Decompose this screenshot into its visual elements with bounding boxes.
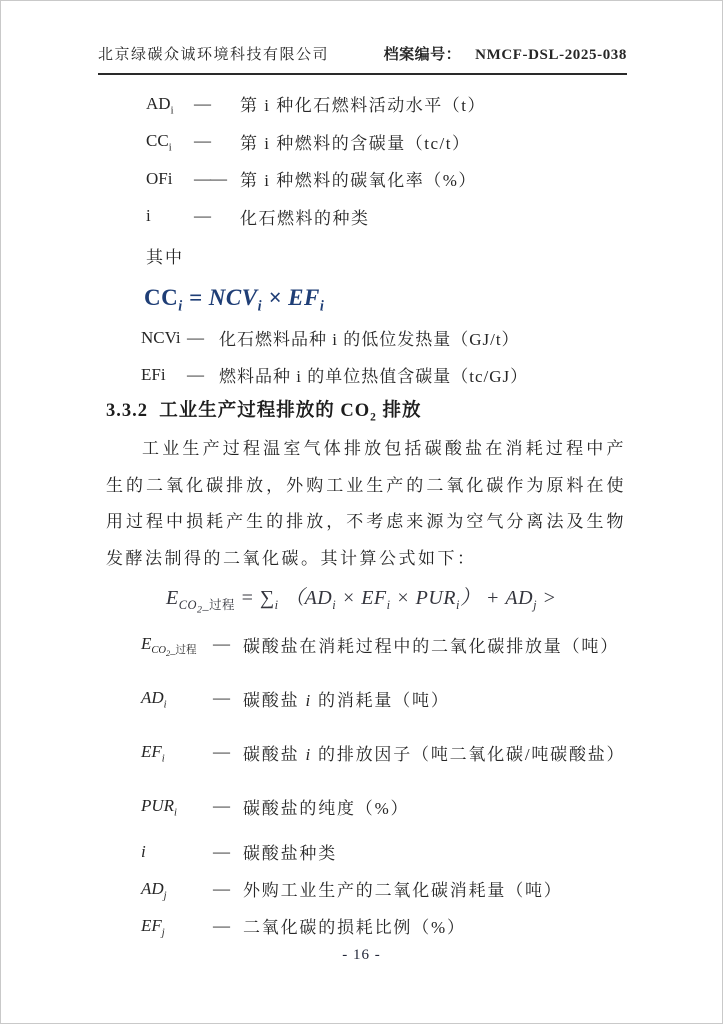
symbol-description: 第 i 种燃料的碳氧化率（%） <box>240 171 477 191</box>
dash-separator: — <box>213 915 229 935</box>
symbol-term: $EF_j$ <box>141 915 165 938</box>
definition-row <box>141 725 626 779</box>
dash-separator: — <box>213 742 229 761</box>
dash-separator: — <box>187 364 203 384</box>
definition-row <box>141 671 626 725</box>
symbol-description: 碳酸盐 i 的消耗量（吨） <box>243 690 450 710</box>
company-name: 北京绿碳众诚环境科技有限公司 <box>98 47 330 63</box>
formula-process-emission-equation: $E_{CO_2\_过程} = \sum_i$ $(AD_i \times EF_i \times PUR_i) + AD_j$ > <box>166 587 557 616</box>
symbol-term: $AD_j$ <box>141 878 167 901</box>
dash-separator: — <box>194 93 210 113</box>
symbol-term: NCVi <box>141 327 181 347</box>
dash-separator: — <box>213 796 229 815</box>
definition-row <box>141 833 626 870</box>
definition-row <box>141 319 626 356</box>
formula-cc-equation: $CC_i = NCV_i \times EF_i$ <box>144 285 325 315</box>
symbol-description: 化石燃料的种类 <box>240 208 370 228</box>
symbol-term: OFi <box>146 168 173 188</box>
symbol-description: 燃料品种 i 的单位热值含碳量（tc/GJ） <box>219 367 529 386</box>
dash-separator: — <box>187 327 203 347</box>
section-paragraph: 工业生产过程温室气体排放包括碳酸盐在消耗过程中产生的二氧化碳排放，外购工业生产的二氧化碳作为原料在使用过程中损耗产生的排放，不考虑来源为空气分离法及生物发酵法制得的二氧化碳。其计算公式如下： <box>106 439 626 568</box>
definition-row <box>146 198 626 236</box>
definition-row <box>141 870 626 907</box>
process-symbol-definitions <box>106 617 626 944</box>
definition-row <box>146 123 626 161</box>
symbol-description: 碳酸盐种类 <box>243 844 337 863</box>
symbol-description: 第 i 种化石燃料活动水平（t） <box>240 96 486 116</box>
symbol-term: $PUR_i$ <box>141 796 177 819</box>
section-heading-3-3-2: 3.3.2 工业生产过程排放的 $CO_2$ 排放 <box>106 401 422 424</box>
archive-number <box>384 45 627 65</box>
symbol-term: $CC_i$ <box>146 131 172 154</box>
page-header <box>98 45 627 75</box>
definition-row <box>141 617 626 671</box>
symbol-term: $AD_i$ <box>141 688 167 711</box>
definition-row <box>141 907 626 944</box>
archive-no-value: NMCF-DSL-2025-038 <box>475 47 627 63</box>
fuel-symbol-definitions <box>106 85 626 235</box>
symbol-description: 二氧化碳的损耗比例（%） <box>243 918 466 937</box>
page-number: - 16 - <box>342 947 381 963</box>
symbol-description: 碳酸盐在消耗过程中的二氧化碳排放量（吨） <box>243 636 619 656</box>
document-body <box>106 85 626 944</box>
qizhong-label: 其中 <box>146 248 184 267</box>
dash-separator: — <box>194 131 210 151</box>
cc-symbol-definitions <box>106 319 626 393</box>
symbol-description: 外购工业生产的二氧化碳消耗量（吨） <box>243 881 563 900</box>
dash-separator: — <box>213 634 229 653</box>
dash-separator: — <box>213 841 229 861</box>
dash-separator: —— <box>194 168 226 188</box>
symbol-term: $EF_i$ <box>141 742 165 765</box>
definition-row <box>141 779 626 833</box>
symbol-description: 碳酸盐 i 的排放因子（吨二氧化碳/吨碳酸盐） <box>243 744 626 764</box>
definition-row <box>141 356 626 393</box>
definition-row <box>146 160 626 198</box>
symbol-term: $AD_i$ <box>146 93 174 117</box>
archive-label: 档案编号： <box>383 47 462 63</box>
symbol-description: 化石燃料品种 i 的低位发热量（GJ/t） <box>219 330 520 349</box>
symbol-description: 第 i 种燃料的含碳量（tc/t） <box>240 133 471 153</box>
symbol-term: $E_{CO_2\_过程}$ <box>141 634 197 659</box>
dash-separator: — <box>194 206 210 226</box>
dash-separator: — <box>213 878 229 898</box>
symbol-description: 碳酸盐的纯度（%） <box>243 798 410 818</box>
symbol-term: i <box>146 206 151 226</box>
symbol-term: i <box>141 841 146 861</box>
symbol-term: EFi <box>141 364 166 384</box>
definition-row <box>146 85 626 123</box>
dash-separator: — <box>213 688 229 707</box>
